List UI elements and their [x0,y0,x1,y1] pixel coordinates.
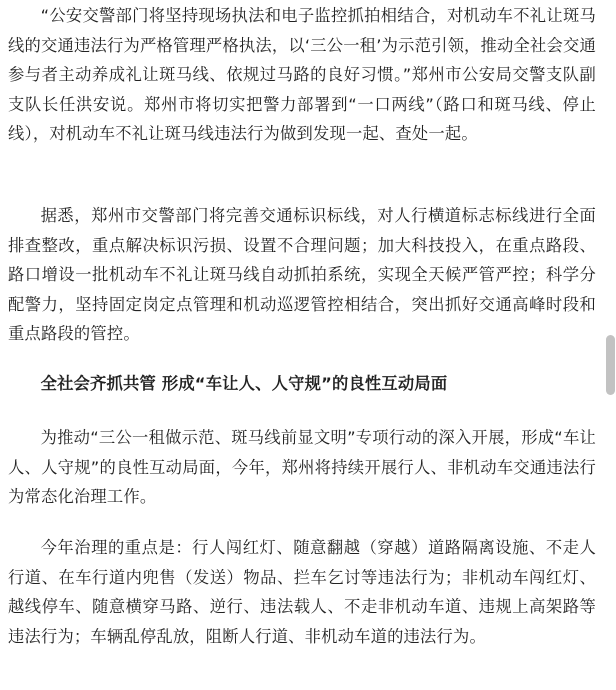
vertical-scrollbar[interactable] [604,0,616,690]
section-heading: 全社会齐抓共管 形成“车让人、人守规”的良性互动局面 [40,374,448,393]
paragraph-1: “公安交警部门将坚持现场执法和电子监控抓拍相结合，对机动车不礼让斑马线的交通违法行为严格管理严格执法，以‘三公一租’为示范引领，推动全社会交通参与者主动养成礼让斑马线、依规过马路的良好习惯。”郑州市公安局交警支队副支队长任洪安说。郑州市将切实把警力部署到“一口两线”（路口和斑马线、停止线），对机动车不礼让斑马线违法行为做到发现一起、查处一起。 [8,6,596,143]
paragraph-3: 为推动“三公一租做示范、斑马线前显文明”专项行动的深入开展，形成“车让人、人守规”的良性互动局面，今年，郑州将持续开展行人、非机动车交通违法行为常态化治理工作。 [8,428,596,506]
paragraph-2: 据悉，郑州市交警部门将完善交通标识标线，对人行横道标志标线进行全面排查整改，重点解决标识污损、设置不合理问题；加大科技投入，在重点路段、路口增设一批机动车不礼让斑马线自动抓拍系统，实现全天候严管严控；科学分配警力，坚持固定岗定点管理和机动巡逻管控相结合，突出抓好交通高峰时段和重点路段的管控。 [8,206,596,343]
scrollbar-thumb[interactable] [606,335,615,395]
paragraph-4: 今年治理的重点是：行人闯红灯、随意翻越（穿越）道路隔离设施、不走人行道、在车行道内兜售（发送）物品、拦车乞讨等违法行为；非机动车闯红灯、越线停车、随意横穿马路、逆行、违法载人、不走非机动车道、违规上高架路等违法行为；车辆乱停乱放，阻断人行道、非机动车道的违法行为。 [8,538,596,646]
